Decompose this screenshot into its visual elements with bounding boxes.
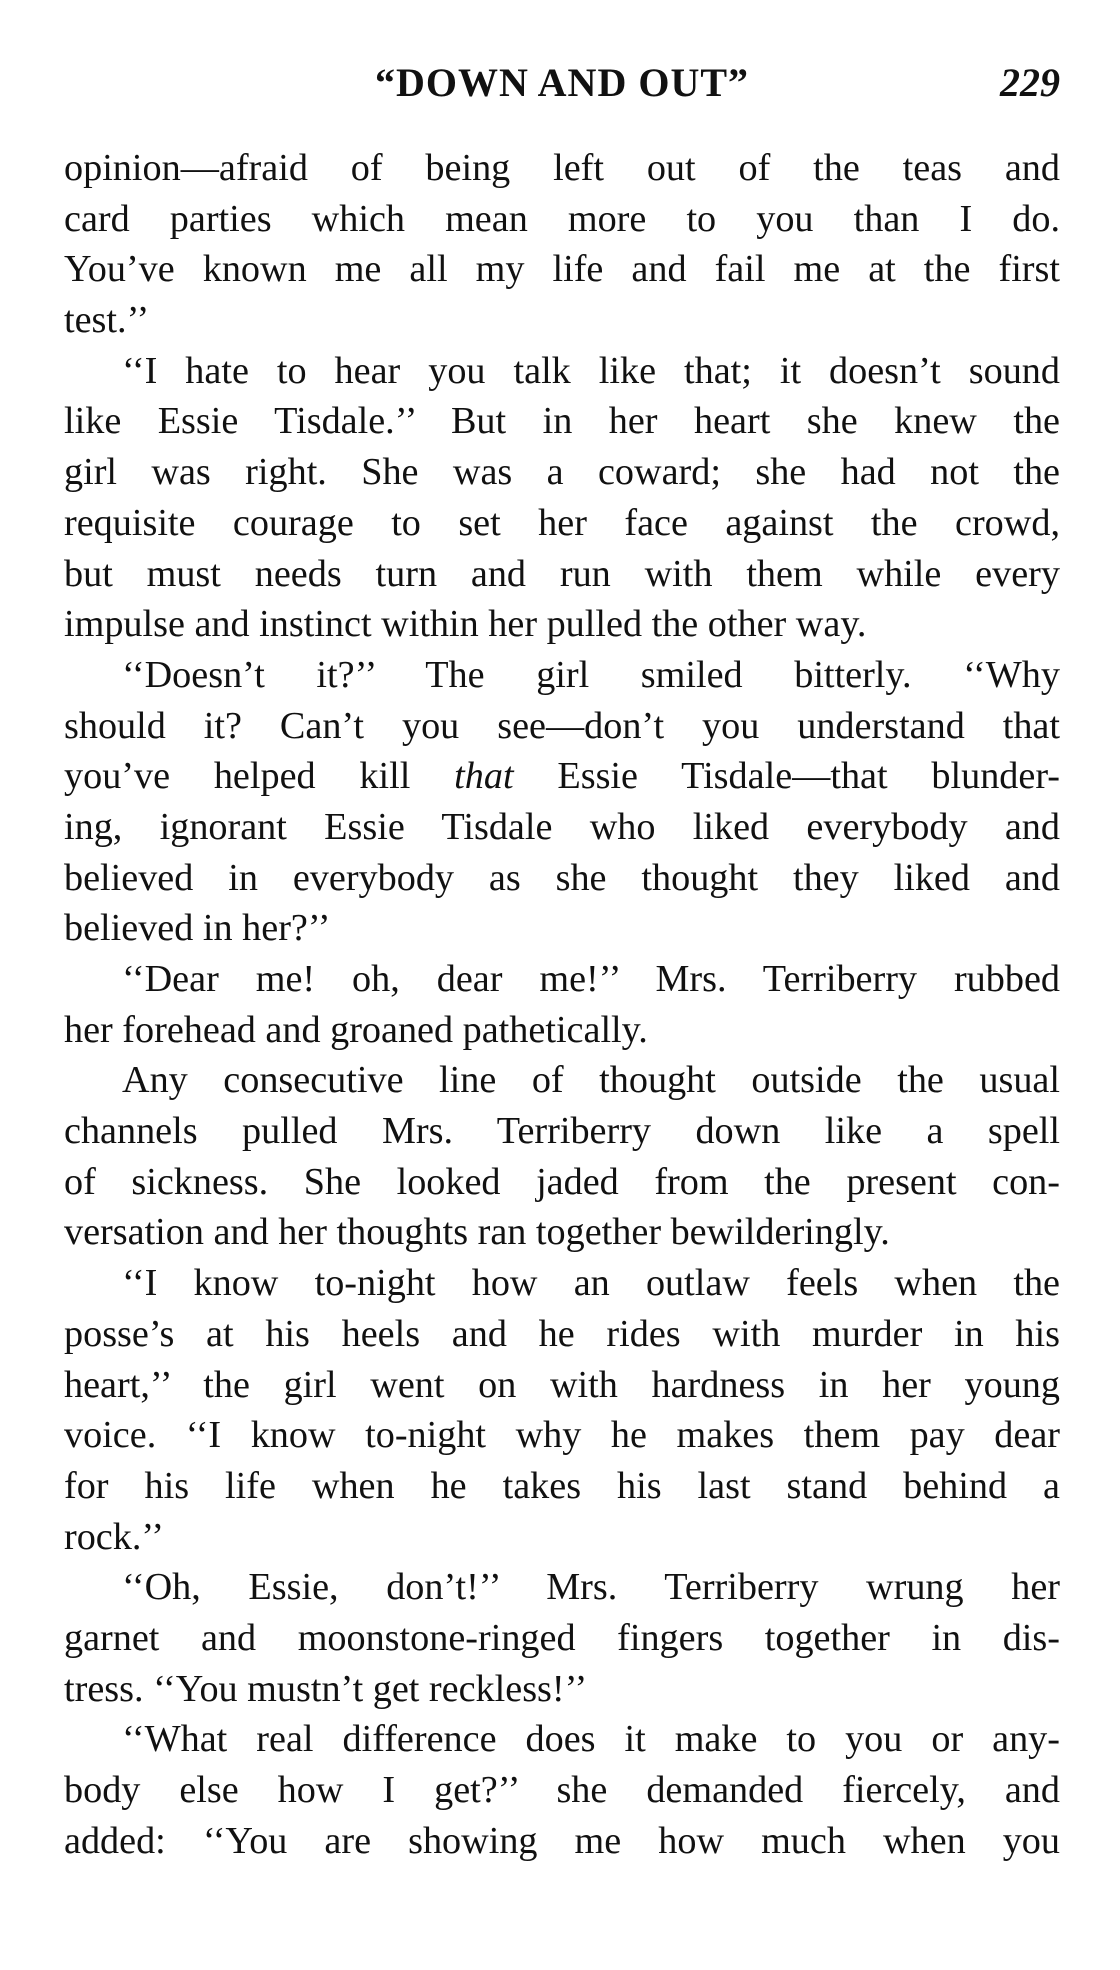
paragraph (64, 1714, 1060, 1866)
body-text (64, 143, 1060, 1866)
italic-word: that (454, 755, 514, 798)
paragraph (64, 650, 1060, 954)
text-line: Any consecutive line of thought outside the usual (122, 1059, 1060, 1102)
text-line: added: ‘‘You are showing me how much when you (64, 1819, 1060, 1862)
text-line: like Essie Tisdale.’’ But in her heart she knew the (64, 400, 1060, 443)
text-line: ‘‘What real difference does it make to you or any- (122, 1718, 1060, 1761)
text-line: ‘‘I hate to hear you talk like that; it doesn’t sound (122, 349, 1060, 392)
text-line: you’ve helped kill that Essie Tisdale—that blunder- (64, 755, 1060, 798)
paragraph (64, 1562, 1060, 1714)
paragraph (64, 346, 1060, 650)
paragraph (64, 143, 1060, 346)
text-line: tress. ‘‘You mustn’t get reckless!’’ (64, 1667, 588, 1710)
text-line: ‘‘Dear me! oh, dear me!’’ Mrs. Terriberry rubbed (122, 958, 1060, 1000)
paragraph (64, 1055, 1060, 1258)
text-line: garnet and moonstone-ringed fingers together in dis- (64, 1616, 1060, 1659)
text-line: ‘‘I know to-night how an outlaw feels when the (122, 1262, 1060, 1305)
running-head (64, 58, 1060, 108)
text-line: impulse and instinct within her pulled the other way. (64, 603, 867, 646)
text-line: heart,’’ the girl went on with hardness in her young (64, 1363, 1060, 1406)
text-line: should it? Can’t you see—don’t you understand that (64, 704, 1060, 747)
paragraph (64, 954, 1060, 1055)
book-page (64, 0, 1060, 1970)
text-line: voice. ‘‘I know to-night why he makes them pay dear (64, 1414, 1060, 1457)
page-number: 229 (1000, 60, 1060, 105)
text-line: requisite courage to set her face against the crowd, (64, 501, 1060, 544)
text-line: ‘‘Doesn’t it?’’ The girl smiled bitterly. ‘‘Why (122, 653, 1060, 696)
text-line: ing, ignorant Essie Tisdale who liked everybody and (64, 805, 1060, 848)
text-line: but must needs turn and run with them while every (64, 552, 1060, 595)
text-line: rock.’’ (64, 1515, 164, 1558)
text-line: test.’’ (64, 299, 150, 342)
text-line: body else how I get?’’ she demanded fiercely, and (64, 1769, 1060, 1811)
text-line: card parties which mean more to you than I do. (64, 197, 1060, 240)
text-line: versation and her thoughts ran together bewilderingly. (64, 1211, 890, 1254)
running-title: “DOWN AND OUT” (374, 60, 750, 105)
text-line: for his life when he takes his last stand behind a (64, 1464, 1060, 1507)
text-line: believed in her?’’ (64, 907, 331, 950)
text-line: her forehead and groaned pathetically. (64, 1008, 648, 1051)
text-line: channels pulled Mrs. Terriberry down like a spell (64, 1110, 1060, 1153)
text-line: believed in everybody as she thought they liked and (64, 856, 1060, 899)
text-line: girl was right. She was a coward; she had not the (64, 451, 1060, 494)
text-line: You’ve known me all my life and fail me at the first (64, 248, 1060, 291)
text-line: opinion—afraid of being left out of the teas and (64, 147, 1060, 189)
paragraph (64, 1258, 1060, 1562)
text-line: posse’s at his heels and he rides with murder in his (64, 1312, 1060, 1355)
text-line: ‘‘Oh, Essie, don’t!’’ Mrs. Terriberry wrung her (122, 1566, 1060, 1609)
text-line: of sickness. She looked jaded from the present con- (64, 1160, 1060, 1203)
